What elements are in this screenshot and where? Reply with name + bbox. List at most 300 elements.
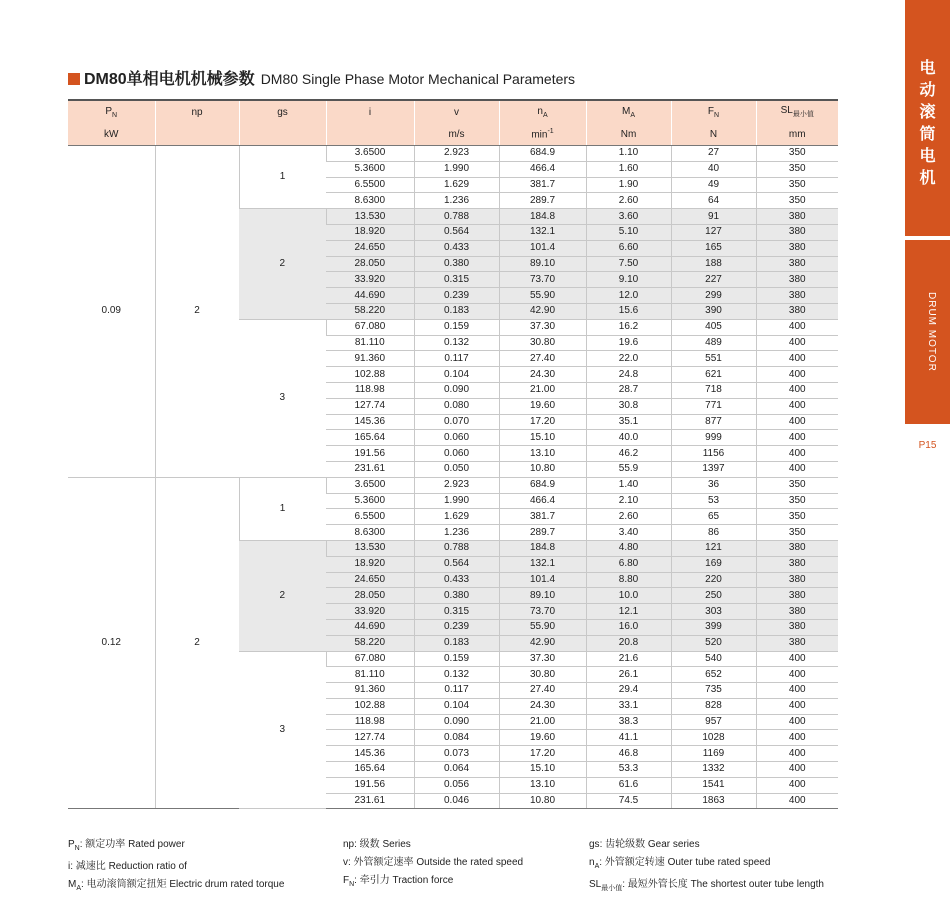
value-cell: 13.530 (326, 209, 414, 225)
value-cell: 999 (671, 430, 756, 446)
value-cell: 12.0 (586, 288, 671, 304)
symbol: np (191, 106, 203, 118)
value-cell: 16.0 (586, 619, 671, 635)
value-cell: 1.629 (414, 509, 499, 525)
value-cell: 0.788 (414, 209, 499, 225)
header-symbol (414, 100, 499, 123)
value-cell: 20.8 (586, 635, 671, 651)
value-cell: 6.60 (586, 240, 671, 256)
value-cell: 551 (671, 351, 756, 367)
value-cell: 0.090 (414, 714, 499, 730)
value-cell: 380 (756, 556, 838, 572)
value-cell: 0.159 (414, 651, 499, 667)
value-cell: 3.60 (586, 209, 671, 225)
value-cell: 0.564 (414, 224, 499, 240)
value-cell: 67.080 (326, 319, 414, 335)
value-cell: 299 (671, 288, 756, 304)
value-cell: 42.90 (499, 635, 586, 651)
value-cell: 6.5500 (326, 177, 414, 193)
value-cell: 0.084 (414, 730, 499, 746)
value-cell: 400 (756, 777, 838, 793)
value-cell: 6.80 (586, 556, 671, 572)
value-cell: 380 (756, 619, 838, 635)
value-cell: 380 (756, 540, 838, 556)
value-cell: 400 (756, 319, 838, 335)
value-cell: 1169 (671, 746, 756, 762)
header-row-units (68, 123, 838, 146)
value-cell: 0.564 (414, 556, 499, 572)
value-cell: 4.80 (586, 540, 671, 556)
value-cell: 65 (671, 509, 756, 525)
value-cell: 0.183 (414, 635, 499, 651)
value-cell: 400 (756, 430, 838, 446)
symbol: i (68, 861, 71, 872)
header-unit (239, 123, 326, 146)
value-cell: 350 (756, 177, 838, 193)
side-char: 机 (919, 170, 936, 187)
title-square-icon (68, 73, 80, 85)
header-unit: m/s (414, 123, 499, 146)
value-cell: 2.923 (414, 477, 499, 493)
value-cell: 400 (756, 698, 838, 714)
header-unit: Nm (586, 123, 671, 146)
value-cell: 350 (756, 525, 838, 541)
value-cell: 13.10 (499, 446, 586, 462)
value-cell: 380 (756, 635, 838, 651)
legend-item (589, 876, 824, 898)
symbol-subscript: A (630, 111, 635, 119)
value-cell: 26.1 (586, 667, 671, 683)
symbol-subscript: N (112, 111, 118, 119)
legend-text: : 齿轮级数 Gear series (599, 839, 700, 850)
value-cell: 127.74 (326, 730, 414, 746)
side-char: 电 (919, 148, 936, 165)
legend-text: : 牵引力 Traction force (354, 875, 454, 886)
header-symbol (68, 100, 155, 123)
value-cell: 91 (671, 209, 756, 225)
value-cell: 21.6 (586, 651, 671, 667)
value-cell: 380 (756, 604, 838, 620)
value-cell: 489 (671, 335, 756, 351)
value-cell: 3.6500 (326, 146, 414, 162)
value-cell: 1.236 (414, 525, 499, 541)
value-cell: 64 (671, 193, 756, 209)
value-cell: 350 (756, 146, 838, 162)
symbol-subscript: N (74, 845, 80, 852)
value-cell: 400 (756, 762, 838, 778)
value-cell: 0.046 (414, 793, 499, 809)
header-symbol (326, 100, 414, 123)
value-cell: 0.380 (414, 256, 499, 272)
value-cell: 30.80 (499, 667, 586, 683)
value-cell: 191.56 (326, 446, 414, 462)
value-cell: 21.00 (499, 714, 586, 730)
value-cell: 0.073 (414, 746, 499, 762)
value-cell: 91.360 (326, 683, 414, 699)
title-cn: DM80单相电机机械参数 (84, 71, 255, 88)
value-cell: 1.10 (586, 146, 671, 162)
legend-item (343, 836, 523, 854)
value-cell: 231.61 (326, 793, 414, 809)
value-cell: 381.7 (499, 509, 586, 525)
symbol: M (621, 105, 631, 117)
value-cell: 53 (671, 493, 756, 509)
value-cell: 184.8 (499, 209, 586, 225)
value-cell: 121 (671, 540, 756, 556)
value-cell: 350 (756, 161, 838, 177)
value-cell: 41.1 (586, 730, 671, 746)
value-cell: 390 (671, 303, 756, 319)
value-cell: 380 (756, 240, 838, 256)
title-en: DM80 Single Phase Motor Mechanical Parameters (260, 71, 576, 87)
value-cell: 17.20 (499, 746, 586, 762)
value-cell: 405 (671, 319, 756, 335)
value-cell: 10.80 (499, 461, 586, 477)
value-cell: 19.60 (499, 730, 586, 746)
value-cell: 400 (756, 461, 838, 477)
value-cell: 33.920 (326, 604, 414, 620)
value-cell: 289.7 (499, 193, 586, 209)
symbol: n (589, 857, 595, 868)
np-cell: 2 (155, 477, 239, 809)
value-cell: 127.74 (326, 398, 414, 414)
value-cell: 44.690 (326, 288, 414, 304)
value-cell: 1541 (671, 777, 756, 793)
gs-cell: 3 (239, 651, 326, 809)
value-cell: 58.220 (326, 303, 414, 319)
value-cell: 132.1 (499, 556, 586, 572)
value-cell: 0.104 (414, 367, 499, 383)
value-cell: 24.30 (499, 367, 586, 383)
value-cell: 231.61 (326, 461, 414, 477)
value-cell: 24.30 (499, 698, 586, 714)
legend-item (343, 872, 523, 894)
header-unit: mm (756, 123, 838, 146)
value-cell: 0.060 (414, 446, 499, 462)
symbol-subscript: 最小值 (792, 111, 814, 118)
legend-text: : 额定功率 Rated power (79, 839, 185, 850)
value-cell: 0.117 (414, 351, 499, 367)
value-cell: 1.236 (414, 193, 499, 209)
value-cell: 400 (756, 683, 838, 699)
value-cell: 7.50 (586, 256, 671, 272)
parameters-table (68, 99, 838, 809)
value-cell: 0.080 (414, 398, 499, 414)
value-cell: 28.050 (326, 256, 414, 272)
symbol: SL (589, 879, 602, 890)
header-symbol (586, 100, 671, 123)
power-cell: 0.12 (68, 477, 155, 809)
value-cell: 381.7 (499, 177, 586, 193)
side-char: 滚 (919, 104, 936, 121)
value-cell: 19.6 (586, 335, 671, 351)
value-cell: 2.10 (586, 493, 671, 509)
page-number: P15 (918, 440, 937, 451)
symbol-subscript: A (542, 111, 548, 119)
value-cell: 13.10 (499, 777, 586, 793)
value-cell: 33.1 (586, 698, 671, 714)
value-cell: 652 (671, 667, 756, 683)
gs-cell: 3 (239, 319, 326, 477)
value-cell: 132.1 (499, 224, 586, 240)
value-cell: 400 (756, 446, 838, 462)
value-cell: 0.132 (414, 335, 499, 351)
gs-cell: 1 (239, 146, 326, 209)
table-body (68, 146, 838, 809)
symbol: F (707, 105, 715, 117)
symbol: M (68, 879, 77, 890)
value-cell: 73.70 (499, 604, 586, 620)
value-cell: 40 (671, 161, 756, 177)
value-cell: 1.60 (586, 161, 671, 177)
symbol: P (68, 839, 75, 850)
value-cell: 400 (756, 730, 838, 746)
legend-item (343, 854, 523, 872)
value-cell: 9.10 (586, 272, 671, 288)
unit-exponent: -1 (547, 127, 554, 135)
legend-text: : 外管额定速率 Outside the rated speed (348, 857, 524, 868)
value-cell: 61.6 (586, 777, 671, 793)
symbol: F (343, 875, 350, 886)
value-cell: 46.8 (586, 746, 671, 762)
value-cell: 466.4 (499, 161, 586, 177)
value-cell: 303 (671, 604, 756, 620)
value-cell: 1.629 (414, 177, 499, 193)
value-cell: 28.050 (326, 588, 414, 604)
value-cell: 6.5500 (326, 509, 414, 525)
value-cell: 350 (756, 509, 838, 525)
header-symbol (239, 100, 326, 123)
np-cell: 2 (155, 146, 239, 478)
legend-text: : 电动滚筒额定扭矩 Electric drum rated torque (81, 879, 285, 890)
value-cell: 81.110 (326, 667, 414, 683)
value-cell: 28.7 (586, 382, 671, 398)
value-cell: 828 (671, 698, 756, 714)
value-cell: 0.159 (414, 319, 499, 335)
value-cell: 400 (756, 335, 838, 351)
value-cell: 8.6300 (326, 525, 414, 541)
value-cell: 400 (756, 714, 838, 730)
value-cell: 55.9 (586, 461, 671, 477)
value-cell: 1.990 (414, 493, 499, 509)
value-cell: 16.2 (586, 319, 671, 335)
value-cell: 380 (756, 209, 838, 225)
value-cell: 102.88 (326, 367, 414, 383)
value-cell: 2.923 (414, 146, 499, 162)
value-cell: 5.3600 (326, 161, 414, 177)
value-cell: 86 (671, 525, 756, 541)
value-cell: 227 (671, 272, 756, 288)
value-cell: 350 (756, 477, 838, 493)
value-cell: 2.60 (586, 193, 671, 209)
value-cell: 380 (756, 272, 838, 288)
value-cell: 220 (671, 572, 756, 588)
legend-text: : 外管额定转速 Outer tube rated speed (599, 857, 771, 868)
value-cell: 0.056 (414, 777, 499, 793)
value-cell: 35.1 (586, 414, 671, 430)
value-cell: 145.36 (326, 746, 414, 762)
gs-cell: 2 (239, 540, 326, 651)
value-cell: 30.8 (586, 398, 671, 414)
value-cell: 289.7 (499, 525, 586, 541)
value-cell: 0.132 (414, 667, 499, 683)
gs-cell: 2 (239, 209, 326, 320)
value-cell: 15.10 (499, 430, 586, 446)
value-cell: 184.8 (499, 540, 586, 556)
value-cell: 0.788 (414, 540, 499, 556)
value-cell: 0.315 (414, 272, 499, 288)
value-cell: 0.315 (414, 604, 499, 620)
value-cell: 165.64 (326, 762, 414, 778)
value-cell: 29.4 (586, 683, 671, 699)
value-cell: 466.4 (499, 493, 586, 509)
value-cell: 37.30 (499, 651, 586, 667)
value-cell: 520 (671, 635, 756, 651)
symbol: gs (277, 106, 288, 118)
header-row-symbols (68, 100, 838, 123)
table-row (68, 477, 838, 493)
value-cell: 81.110 (326, 335, 414, 351)
value-cell: 0.239 (414, 288, 499, 304)
legend-column (589, 836, 824, 898)
legend-column (343, 836, 523, 894)
side-title-cn (905, 58, 950, 190)
symbol: v (454, 106, 459, 118)
value-cell: 5.3600 (326, 493, 414, 509)
value-cell: 400 (756, 398, 838, 414)
legend-text: : 最短外管长度 The shortest outer tube length (622, 879, 824, 890)
symbol: gs (589, 839, 600, 850)
value-cell: 0.070 (414, 414, 499, 430)
value-cell: 735 (671, 683, 756, 699)
value-cell: 165.64 (326, 430, 414, 446)
value-cell: 684.9 (499, 146, 586, 162)
table-row (68, 146, 838, 162)
symbol-subscript: N (714, 111, 720, 119)
value-cell: 118.98 (326, 714, 414, 730)
value-cell: 400 (756, 793, 838, 809)
value-cell: 12.1 (586, 604, 671, 620)
value-cell: 400 (756, 746, 838, 762)
header-unit (155, 123, 239, 146)
value-cell: 380 (756, 224, 838, 240)
value-cell: 8.6300 (326, 193, 414, 209)
value-cell: 24.650 (326, 572, 414, 588)
value-cell: 400 (756, 651, 838, 667)
value-cell: 19.60 (499, 398, 586, 414)
value-cell: 58.220 (326, 635, 414, 651)
value-cell: 21.00 (499, 382, 586, 398)
side-char: 动 (919, 82, 936, 99)
value-cell: 380 (756, 288, 838, 304)
value-cell: 102.88 (326, 698, 414, 714)
value-cell: 36 (671, 477, 756, 493)
value-cell: 0.117 (414, 683, 499, 699)
value-cell: 44.690 (326, 619, 414, 635)
symbol: v (343, 857, 348, 868)
value-cell: 191.56 (326, 777, 414, 793)
value-cell: 18.920 (326, 556, 414, 572)
power-cell: 0.09 (68, 146, 155, 478)
value-cell: 17.20 (499, 414, 586, 430)
legend-column (68, 836, 284, 898)
symbol: n (537, 105, 543, 117)
value-cell: 400 (756, 351, 838, 367)
symbol-subscript: N (349, 881, 355, 888)
value-cell: 55.90 (499, 619, 586, 635)
value-cell: 1397 (671, 461, 756, 477)
value-cell: 55.90 (499, 288, 586, 304)
value-cell: 101.4 (499, 572, 586, 588)
value-cell: 15.10 (499, 762, 586, 778)
value-cell: 1.40 (586, 477, 671, 493)
value-cell: 30.80 (499, 335, 586, 351)
value-cell: 350 (756, 493, 838, 509)
symbol: P (105, 105, 113, 117)
side-tab-top (905, 0, 950, 236)
table-header (68, 100, 838, 146)
header-unit (326, 123, 414, 146)
header-symbol (155, 100, 239, 123)
legend-item (68, 836, 284, 858)
side-char: 电 (919, 60, 936, 77)
header-unit (499, 123, 586, 146)
value-cell: 1863 (671, 793, 756, 809)
value-cell: 27.40 (499, 351, 586, 367)
value-cell: 877 (671, 414, 756, 430)
gs-cell: 1 (239, 477, 326, 540)
value-cell: 3.40 (586, 525, 671, 541)
value-cell: 400 (756, 367, 838, 383)
value-cell: 0.183 (414, 303, 499, 319)
value-cell: 18.920 (326, 224, 414, 240)
header-unit: kW (68, 123, 155, 146)
value-cell: 380 (756, 256, 838, 272)
value-cell: 250 (671, 588, 756, 604)
value-cell: 400 (756, 414, 838, 430)
value-cell: 27 (671, 146, 756, 162)
value-cell: 89.10 (499, 588, 586, 604)
value-cell: 0.090 (414, 382, 499, 398)
value-cell: 101.4 (499, 240, 586, 256)
value-cell: 38.3 (586, 714, 671, 730)
value-cell: 10.0 (586, 588, 671, 604)
value-cell: 771 (671, 398, 756, 414)
header-symbol (671, 100, 756, 123)
value-cell: 718 (671, 382, 756, 398)
value-cell: 42.90 (499, 303, 586, 319)
value-cell: 8.80 (586, 572, 671, 588)
value-cell: 91.360 (326, 351, 414, 367)
legend-item (68, 858, 284, 876)
value-cell: 118.98 (326, 382, 414, 398)
symbol: SL (780, 105, 793, 116)
legend-text: : 级数 Series (354, 839, 411, 850)
value-cell: 0.050 (414, 461, 499, 477)
value-cell: 53.3 (586, 762, 671, 778)
side-title-en: DRUM MOTOR (926, 292, 937, 372)
value-cell: 0.104 (414, 698, 499, 714)
value-cell: 350 (756, 193, 838, 209)
value-cell: 1332 (671, 762, 756, 778)
symbol: i (368, 106, 372, 118)
value-cell: 5.10 (586, 224, 671, 240)
legend-text: : 减速比 Reduction ratio of (70, 861, 187, 872)
value-cell: 13.530 (326, 540, 414, 556)
value-cell: 40.0 (586, 430, 671, 446)
value-cell: 0.064 (414, 762, 499, 778)
value-cell: 67.080 (326, 651, 414, 667)
